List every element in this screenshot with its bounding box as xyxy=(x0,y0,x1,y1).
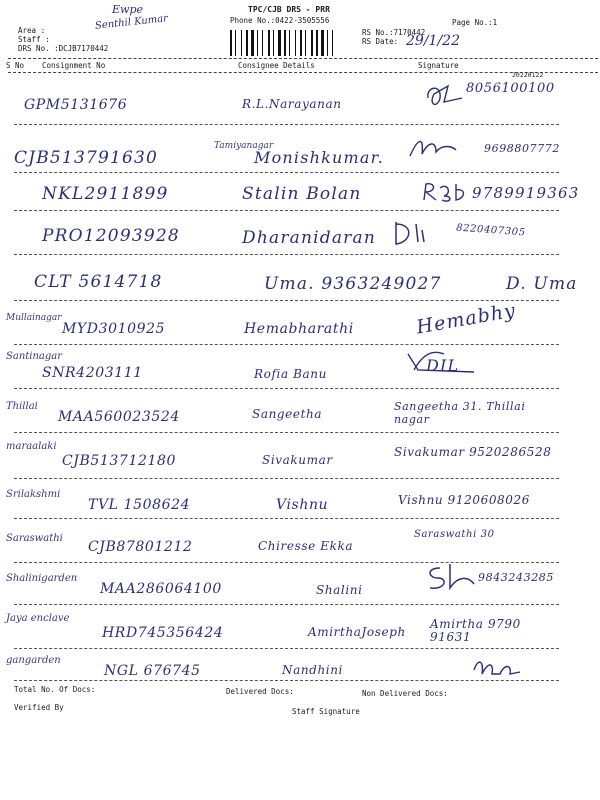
barcode-bar xyxy=(332,30,333,56)
phone-number: Phone No.:0422-3505556 xyxy=(230,16,330,25)
area-label: Area : xyxy=(18,26,46,35)
consignee-name: Uma. 9363249027 xyxy=(264,274,442,294)
consignee-name: AmirthaJoseph xyxy=(308,625,406,639)
row-line xyxy=(14,680,559,681)
page-number: Page No.:1 xyxy=(452,18,498,27)
consignee-name: Stalin Bolan xyxy=(242,184,362,204)
rs-date-label: RS Date: xyxy=(362,37,399,46)
area-note: Saraswathi xyxy=(6,533,63,544)
row-line xyxy=(14,648,559,649)
verified-by-label: Verified By xyxy=(14,703,64,712)
consignee-name: Rofia Banu xyxy=(254,367,327,381)
consignee-name: Monishkumar. xyxy=(254,148,385,167)
row-line xyxy=(14,518,559,519)
signature-scribble xyxy=(406,134,460,164)
signature-scribble xyxy=(422,80,470,114)
barcode-bar xyxy=(305,30,306,56)
barcode-bar xyxy=(268,30,270,56)
column-signature: Signature xyxy=(418,61,459,70)
barcode xyxy=(230,30,352,56)
consignment-number: MAA560023524 xyxy=(58,409,180,425)
drs-number: DRS No. :DCJB7170442 xyxy=(18,44,109,53)
area-note: maraalaki xyxy=(6,441,57,452)
consignment-number: SNR4203111 xyxy=(42,365,143,381)
barcode-bar xyxy=(251,30,254,56)
barcode-bar xyxy=(278,30,281,56)
consignment-number: CJB513791630 xyxy=(14,148,159,168)
signature-scribble xyxy=(470,656,526,682)
area-note: Shalinigarden xyxy=(6,573,78,584)
non-delivered-docs-label: Non Delivered Docs: xyxy=(362,689,448,698)
consignee-signature: Sangeetha 31. Thillai nagar xyxy=(394,400,526,427)
row-line xyxy=(14,172,559,173)
consignee-name: Shalini xyxy=(316,583,363,597)
consignee-signature: Hemabhy xyxy=(414,299,518,339)
consignment-number: PRO12093928 xyxy=(42,226,180,246)
signature-scribble xyxy=(404,348,484,380)
rs-number: RS No.:7170442 xyxy=(362,28,426,37)
consignee-name: Hemabharathi xyxy=(244,321,354,337)
consignee-name: Chiresse Ekka xyxy=(258,539,354,553)
signature-scribble xyxy=(390,218,430,248)
consignee-name: Vishnu xyxy=(276,497,329,513)
consignee-signature: 9789919363 xyxy=(472,184,580,202)
barcode-bar xyxy=(321,30,324,56)
row-line xyxy=(14,300,559,301)
area-note: Mullainagar xyxy=(6,313,62,323)
consignment-number: MAA286064100 xyxy=(100,581,222,597)
consignment-number: NKL2911899 xyxy=(42,184,169,204)
area-note: Srilakshmi xyxy=(6,489,61,500)
consignee-signature: 8220407305 xyxy=(455,222,526,239)
consignment-number: TVL 1508624 xyxy=(88,497,191,513)
handwritten-date: 29/1/22 xyxy=(406,33,460,49)
row-line xyxy=(14,388,559,389)
delivered-docs-label: Delivered Docs: xyxy=(226,687,294,696)
barcode-bar xyxy=(241,30,242,56)
area-note: Santinagar xyxy=(6,351,63,362)
consignee-signature: Vishnu 9120608026 xyxy=(398,493,530,507)
barcode-bar xyxy=(284,30,286,56)
consignee-signature: 8056100100 xyxy=(466,81,555,96)
consignee-name: Sivakumar xyxy=(262,453,333,467)
consignment-number: NGL 676745 xyxy=(104,663,201,679)
signature-scribble xyxy=(424,562,480,592)
row-line xyxy=(14,124,559,125)
handwritten-area: Senthil Kumar xyxy=(94,13,169,32)
barcode-bar xyxy=(316,30,318,56)
area-note: Tamiyanagar xyxy=(214,141,274,151)
column-consignment: Consignment No xyxy=(42,61,106,70)
consignee-signature: 9698807772 xyxy=(484,142,560,155)
consignment-number: HRD745356424 xyxy=(102,625,224,641)
consignee-signature: DIL xyxy=(426,356,460,375)
barcode-bar xyxy=(257,30,258,56)
column-separator xyxy=(8,72,598,73)
header-separator xyxy=(8,58,598,59)
consignee-signature: 9843243285 xyxy=(478,571,554,584)
consignment-number: CJB87801212 xyxy=(88,539,193,555)
barcode-bar xyxy=(289,30,290,56)
consignee-name: Nandhini xyxy=(282,663,343,677)
consignment-number: CJB513712180 xyxy=(62,453,176,469)
barcode-bar xyxy=(295,30,296,56)
area-note: Thillai xyxy=(6,401,38,412)
row-line xyxy=(14,604,559,605)
row-line xyxy=(14,254,559,255)
barcode-bar xyxy=(273,30,274,56)
area-note: gangarden xyxy=(6,655,61,666)
consignee-signature: D. Uma xyxy=(506,274,578,294)
consignee-signature: Sivakumar 9520286528 xyxy=(394,445,552,459)
column-consignee: Consignee Details xyxy=(238,61,315,70)
staff-signature-label: Staff Signature xyxy=(292,707,360,716)
consignment-number: CLT 5614718 xyxy=(34,272,163,292)
total-docs-label: Total No. Of Docs: xyxy=(14,685,96,694)
consignee-name: Dharanidaran xyxy=(242,228,376,248)
barcode-bar xyxy=(311,30,313,56)
consignee-name: R.L.Narayanan xyxy=(242,97,342,111)
barcode-bar xyxy=(235,30,236,56)
barcode-bar xyxy=(262,30,263,56)
column-sno: S No xyxy=(6,61,25,70)
print-date: 20220122 xyxy=(512,71,544,79)
barcode-bar xyxy=(327,30,328,56)
consignee-signature: Saraswathi 30 xyxy=(414,529,495,540)
barcode-bar xyxy=(246,30,248,56)
row-line xyxy=(14,210,559,211)
area-note: Jaya enclave xyxy=(6,613,70,624)
row-line xyxy=(14,432,559,433)
signature-scribble xyxy=(420,180,470,206)
document-title: TPC/CJB DRS - PRR xyxy=(248,5,330,14)
staff-label: Staff : xyxy=(18,35,50,44)
consignee-name: Sangeetha xyxy=(252,407,323,421)
consignment-number: MYD3010925 xyxy=(62,321,166,337)
barcode-bar xyxy=(230,30,232,56)
barcode-bar xyxy=(300,30,302,56)
consignment-number: GPM5131676 xyxy=(24,97,128,113)
consignee-signature: Amirtha 9790 91631 xyxy=(430,617,521,645)
handwritten-staff: Ewpe xyxy=(112,3,143,16)
row-line xyxy=(14,478,559,479)
row-line xyxy=(14,344,559,345)
